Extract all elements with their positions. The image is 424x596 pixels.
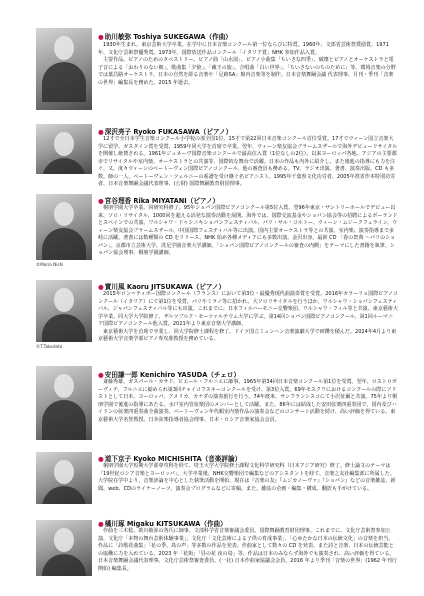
bullet-icon: ● (98, 197, 104, 205)
profile-title: ●深沢亮子 Ryoko FUKASAWA（ピアノ） (98, 128, 233, 136)
profile-text: 桐朋学園大学短期大学部専攻科を経て、埼玉大学大学院修士課程文化科学研究科（日本アジア研究）修了。修士論文のテーマは「19世紀ロシア音楽とヨーロッパ」。大学卒業後、NHK交響楽団で編集などのアシスタントを経て、音楽之友社編集部に所属した。大学院在学中より、音楽評論を中心とした執筆活動を開始。現在は『音楽の友』『ムジカノーヴァ』『ショパン』などの音楽雑誌、新聞、web、CDのライナーノーツ、演奏会プログラムなどに寄稿。また、雑誌の企画・編集・構成、翻訳も手がけている。 (98, 463, 396, 492)
profile-title: ●宮谷理香 Rika MIYATANI（ピアノ） (98, 197, 220, 205)
bullet-icon: ● (98, 371, 104, 379)
profile-title: ●橘川琢 Migaku KITSUKAWA（作曲） (98, 520, 227, 528)
profile-title: ●助川敏弥 Toshiya SUKEGAWA（作曲） (98, 33, 232, 41)
profile-title: ●實川風 Kaoru JITSUKAWA（ピアノ） (98, 283, 226, 291)
bullet-icon: ● (98, 33, 104, 41)
bullet-icon: ● (98, 283, 104, 291)
photo-credit: ©Maria Nishi (36, 262, 64, 267)
bullet-icon: ● (98, 128, 104, 136)
portrait-photo (36, 452, 92, 504)
portrait-photo (36, 28, 92, 110)
portrait-photo (36, 280, 92, 342)
bullet-icon: ● (98, 520, 104, 528)
portrait-photo (36, 520, 92, 576)
portrait-photo (36, 194, 92, 260)
profile-text: 斎藤秀雄、ガスパール・カサド、ピエール・フルニエに師事。1965年第34回日本音楽コンクール第1位を受賞。翌年、ロストロポーヴィチ、フルニエに勧められ第3回チャイコフスキーコンクールを受け、第3位入賞。69年モスクワにおけるコンクールの際にソリストとして日本、ヨーロッパ、アメリカ、カナダの演奏旅行を行う。74年渡米、サンフランシスコにて小沢征爾と共演。75年より桐朋学園で後進の指導にあたる。水戸室内管弦楽団のメンバーとして活躍。また、86年には結成した安田弦楽四重奏団で、国内及びハイドンの弦楽四重奏曲全曲演奏、ベートーヴェン年代順室内楽作品の演奏会などのコンサート活動を続け、高い評価を得ている。東京藝術大学名誉教授。日本弦楽指導者協会理事、日本・ロシア音楽家協会会員。 (98, 379, 398, 423)
profile-text: 1930年生まれ。東京芸術大学卒業。在学中に日本音楽コンクール第一位ならびに特賞。1960年、文部省芸術祭奨励賞。1971年、文化庁芸術祭優秀賞。1973年、国際放送作品コンクール「イタリア賞」NHK 参加作品入賞。 主要作品、ピアノのためのタペストリー、ピアノ曲「山水図」、ピアノ小曲集「ちいさな四季」、破壊とピアノとオーケストラと電子音による「おわりのない朝」、歌曲集「夕焼」、「蔵王の旅」、合唱曲「白い世界」、「ちいさないのちのために」等。環境音楽の分野では葉昌路オーケストラ、日本の自然を彫る音楽や「足跡SA」館内音楽等を制作。日本音楽舞踊会議 代表理事、月刊・季刊「音楽の世界」編集長を務めた。2015 年逝去。 (98, 42, 396, 86)
profile-text: 桐朋学園大学卒業、同研究科修了。95年ショパン国際ピアノコンクール第5位入賞。翌96年東京・サントリーホールでデビュー以来、ソロ・リサイタル、1000回を超える活発な演奏活動を展開。海外では、国際交流基金やショパン協会等の招聘によるポーランドとスペインでの共演、ワルシャワ・ドゥシニキショパンフェスティバル、パリ・サル・コルトー、ウィーン・ムジークフェライン、ウィーン楽友協会ブラームスザール、中国国際フェスティバル等に出演。国内主要オーケストラ等との共演、室内楽、演奏指導まで多岐に活躍。著書には数種類の CD をリリース、NHK 始め各種メディアにも多数出演。金沢出身。最新 CD 「春の祭典 〜パリのショパン」。京都市立芸術大学、洗足学園音楽大学講師。「ショパン国際ピアノコンクールの審査の内側」をテーマにした書籍を執筆、ショパン協会理事、桐朋学園講師。 (98, 205, 398, 256)
portrait-photo (36, 124, 92, 174)
profile-title: ●安田謙一郎 Kenichiro YASUDA（チェロ） (98, 371, 241, 379)
profile-title: ●道下京子 Kyoko MICHISHITA（音楽評論） (98, 455, 242, 463)
portrait-photo (36, 366, 92, 440)
photo-credit: ©T.Takedate (36, 344, 63, 349)
profile-text: 12才で全日本学生音楽コンクール小学校の部全国1位、15才で第22回日本音楽コンクール首位受賞。17才でウィーン国立音楽大学に留学。ガスタイン賞を受賞、1959年同大学を首席で卒業。翌年、ウィーン楽友協会ブラームスザールで海外デビューリサイタルを開催し絶賛される。1961年ジュネーヴ国際音楽コンクールで最高位入賞（1位なしの2位）。以来ヨーロッパ各地、アジアの主要都市でリサイタルや室内楽、オーケストラとの共演等、国際的な舞台で活躍。日本の作品も内外に紹介し、また後進の指導にも力を注ぐ。又、度々ウィーンのベートーヴェン国際ピアノコンクール、他の審査員も務める。TV、ラジオ出演、著書、演奏出版、CD も多数。師の一人、ベートーヴェン・ツェルニーの系譜を受け継ぐ名ピアニスト。1995年千葉県文化功労者、2005年准省作本特別功労者、日本音楽舞踊会議代表理事、(公財) 国際舞踊教育財団理事。 (98, 136, 398, 187)
profile-text: 2015年ロン＝ティボー国際コンクール（フランス）において第3位・最優秀現代曲演奏賞を受賞。2016年カラーリョ国際ピアノコンクール（イタリア）にて第1位を受賞。パリやミラノ等に招かれ、大ソロリサイタルを行うほか、ワルシャワ・ショパンフェスティバル、ジャパンフェスティバル等にも出演。これまでに、日本フィルハーモニー交響楽団、ワルシャワ・フィル等と共演。東京藝術大学卒業、同大学大学院修了、ザルツブルク・モーツァルテウム大学に学ぶ。第14回ショパン国際ピアノコンクール、第1回ルーマニア国際ピアノコンクール他入賞。2021年より東京音楽大学講師。 東京藝術大学を首席で卒業し、同大学院修士課程を修了。ドイツ国立ミュンヘン音楽演劇大学で研鑽を積んだ。2024年4月より東京藝術大学音楽学部ピアノ専攻准教授を務めている。 (98, 291, 399, 342)
profile-text: 作曲を三木稔、助川敏弥の各氏に師事。文部科学省音楽審議会委員。国際舞踊教育財団理事。これまでに、文化庁芸術祭参加公演、文化庁「本物の舞台芸術体験事業」、文化庁「文化芸術による子供の育成事業」、「心ゆたかな日本の伝統文化」の音楽を担当。作品に「詩歌花曲集」「花の季、鳥の声」等多数の作品を発表。作曲家として数々の CD を発表、また詩と音楽、日本の伝統芸能との協働に力を入れている。2023 年「花街」「昼の花 夜の鳥」等、作品は日本のみならず海外でも演奏され、高い評価を得ている。日本音楽舞踊会議代表理事、文化庁芸術祭審査委員、(一社) 日本作曲家協議会会員。2016 年より季刊「音楽の世界」(1962 年刊行開始) 編集長。 (98, 528, 397, 572)
bullet-icon: ● (98, 455, 104, 463)
